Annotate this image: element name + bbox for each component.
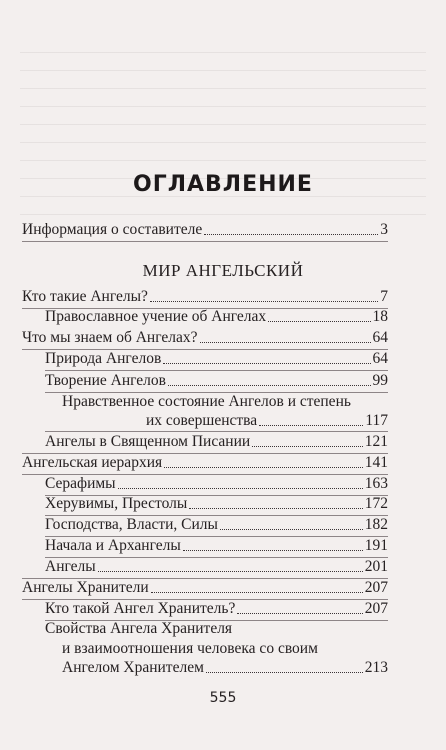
toc-subentry[interactable] xyxy=(45,371,388,391)
toc-entry-page: 3 xyxy=(380,221,388,238)
leader-dots xyxy=(118,488,363,489)
leader-dots xyxy=(183,550,363,551)
toc-entry-label-line2: и взаимоотношения человека со своим xyxy=(62,640,318,657)
toc-subentry[interactable] xyxy=(45,349,388,369)
leader-dots xyxy=(268,321,370,322)
toc-entry-page: 207 xyxy=(364,600,388,617)
toc-entry-page: 141 xyxy=(364,454,388,471)
toc-entry-label: Начала и Архангелы xyxy=(45,537,181,554)
toc-entry[interactable] xyxy=(22,453,388,473)
toc-entry-page: 182 xyxy=(364,516,388,533)
toc-subentry[interactable] xyxy=(45,557,388,577)
toc-entry-label: Ангельская иерархия xyxy=(22,454,163,471)
toc-entry-label: Природа Ангелов xyxy=(45,350,162,367)
toc-entry[interactable] xyxy=(22,328,388,348)
toc-entry-label-line1: Нравственное состояние Ангелов и степень xyxy=(62,393,351,410)
toc-entry[interactable] xyxy=(22,578,388,598)
section-title: МИР АНГЕЛЬСКИЙ xyxy=(142,261,304,280)
toc-entry-intro[interactable] xyxy=(22,220,388,240)
toc-subentry[interactable] xyxy=(45,432,388,452)
toc-entry-page: 121 xyxy=(364,433,388,450)
toc-entry-page: 163 xyxy=(364,475,388,492)
toc-entry-page: 99 xyxy=(372,372,388,389)
toc-subentry[interactable] xyxy=(45,599,388,619)
leader-dots xyxy=(259,425,363,426)
toc-entry-label: Ангелом Хранителем xyxy=(62,659,204,676)
toc-entry-label: Серафимы xyxy=(45,475,116,492)
leader-dots xyxy=(206,672,363,673)
toc-entry-label: Творение Ангелов xyxy=(45,372,166,389)
toc-entry-label-line1: Свойства Ангела Хранителя xyxy=(45,620,233,637)
leader-dots xyxy=(151,592,363,593)
toc-subentry[interactable] xyxy=(45,536,388,556)
toc-entry-label: Господства, Власти, Силы xyxy=(45,516,218,533)
toc-entry-page: 64 xyxy=(372,350,388,367)
toc-entry-label: Православное учение об Ангелах xyxy=(45,308,267,325)
leader-dots xyxy=(168,385,371,386)
toc-entry-label: Кто такие Ангелы? xyxy=(22,288,148,305)
toc-subentry[interactable] xyxy=(146,411,388,431)
toc-entry-label: их совершенства xyxy=(146,412,258,429)
leader-dots xyxy=(163,363,370,364)
toc-entry-page: 18 xyxy=(372,308,388,325)
page-title: ОГЛАВЛЕНИЕ xyxy=(133,172,313,197)
toc-entry-label: Информация о составителе xyxy=(22,221,203,238)
toc-entry-label: Херувимы, Престолы xyxy=(45,495,188,512)
toc-entry-page: 191 xyxy=(364,537,388,554)
toc-subentry[interactable] xyxy=(45,494,388,514)
leader-dots xyxy=(98,571,363,572)
toc-entry-page: 213 xyxy=(364,659,388,676)
toc-subentry[interactable] xyxy=(45,474,388,494)
leader-dots xyxy=(220,529,363,530)
leader-dots xyxy=(150,301,378,302)
toc-entry-label: Ангелы в Священном Писании xyxy=(45,433,251,450)
toc-entry-page: 64 xyxy=(372,329,388,346)
toc-entry-page: 172 xyxy=(364,495,388,512)
leader-dots xyxy=(252,446,363,447)
leader-dots xyxy=(164,467,363,468)
toc-entry-label: Ангелы xyxy=(45,558,96,575)
toc-entry-page: 117 xyxy=(365,412,388,429)
toc-entry-page: 207 xyxy=(364,579,388,596)
toc-subentry[interactable] xyxy=(45,515,388,535)
toc-entry-label: Кто такой Ангел Хранитель? xyxy=(45,600,236,617)
leader-dots xyxy=(189,508,362,509)
toc-subentry[interactable] xyxy=(45,307,388,327)
toc-entry[interactable] xyxy=(22,287,388,307)
toc-entry-page: 201 xyxy=(364,558,388,575)
toc-entry-label: Ангелы Хранители xyxy=(22,579,149,596)
entry-rule xyxy=(22,241,388,242)
leader-dots xyxy=(237,613,362,614)
toc-entry-label: Что мы знаем об Ангелах? xyxy=(22,329,198,346)
toc-entry-page: 7 xyxy=(380,288,388,305)
leader-dots xyxy=(200,342,371,343)
page-number: 555 xyxy=(209,690,237,706)
leader-dots xyxy=(204,234,378,235)
toc-subentry[interactable] xyxy=(62,658,388,678)
